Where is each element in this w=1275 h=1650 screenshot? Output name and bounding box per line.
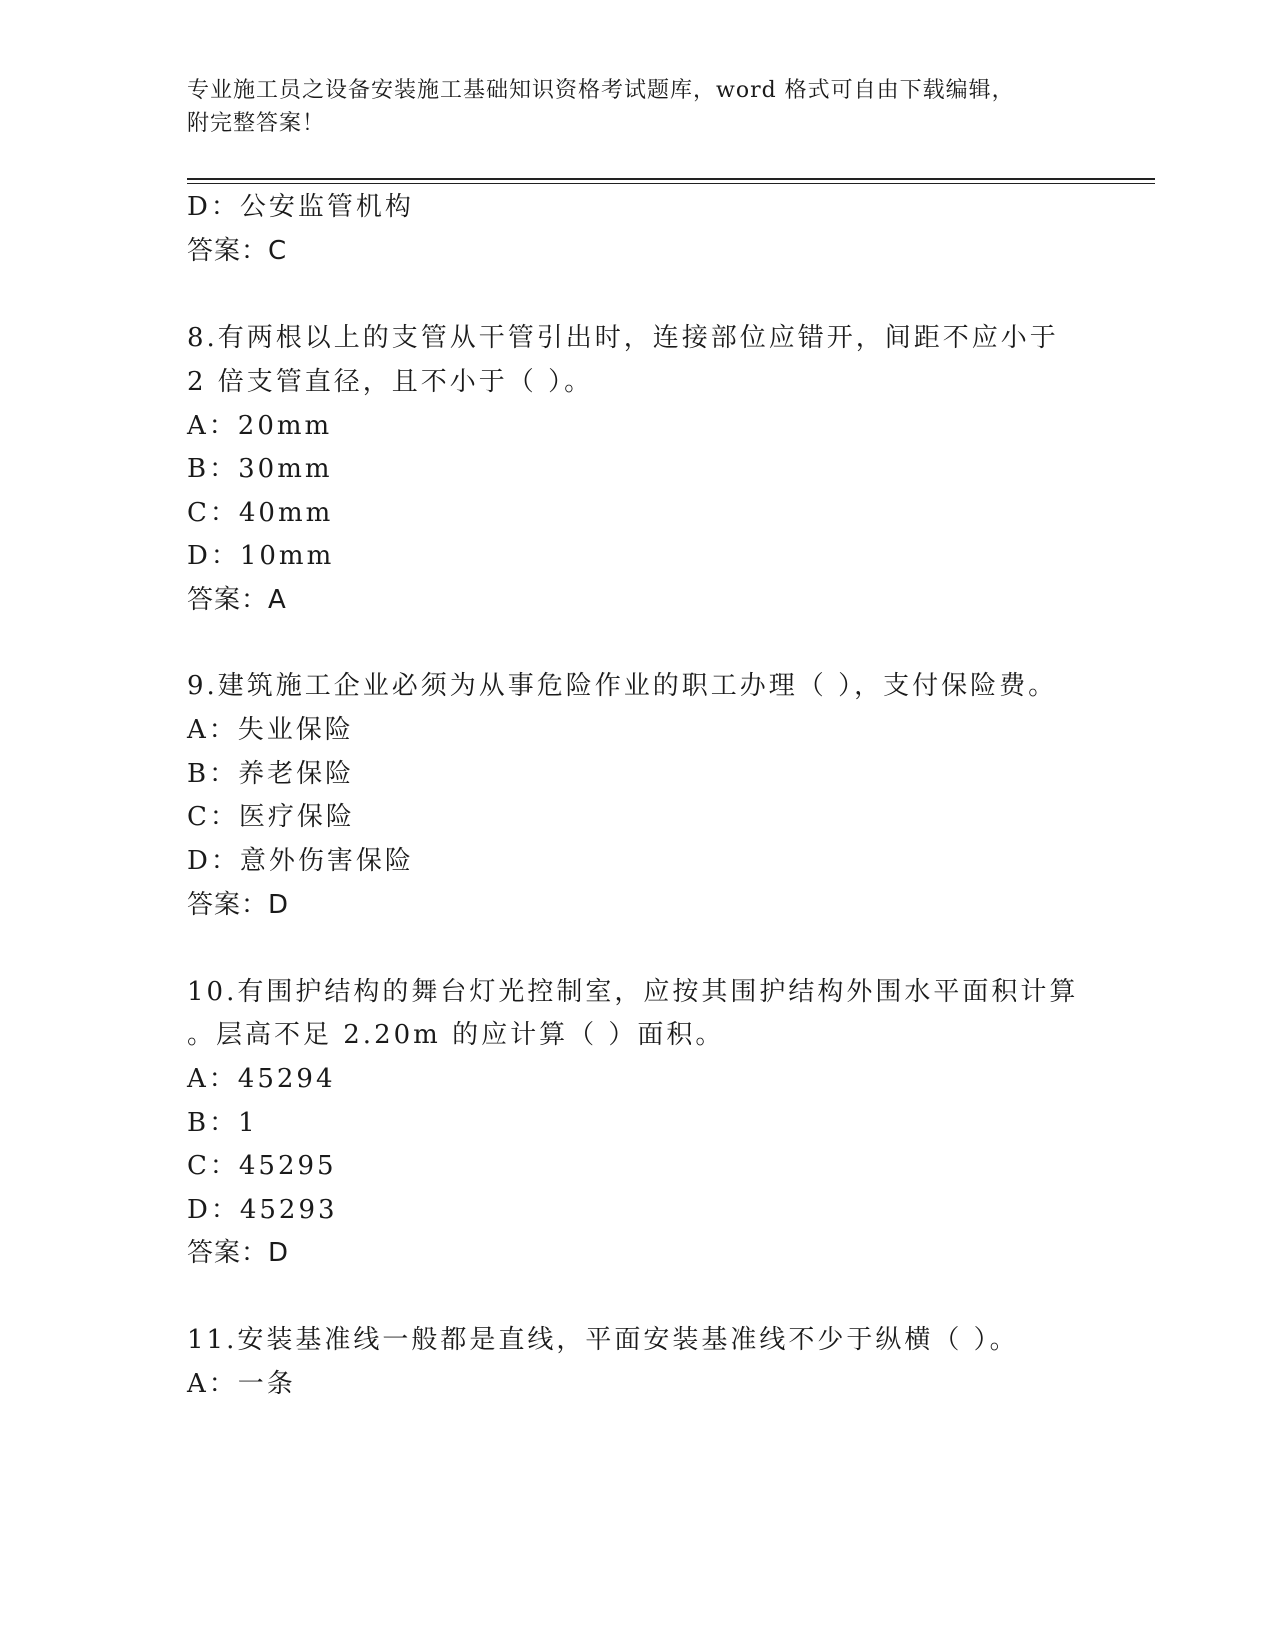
header-divider-thick [187,178,1155,180]
q11-option-a: A：一条 [187,1369,296,1399]
q9-option-c: C：医疗保险 [187,802,355,832]
q10-stem-line-1: 10.有围护结构的舞台灯光控制室，应按其围护结构外围水平面积计算 [187,977,1079,1007]
prev-answer: 答案：C [187,236,288,266]
q8-option-b: B：30mm [187,454,333,484]
header-line-1: 专业施工员之设备安装施工基础知识资格考试题库，word 格式可自由下载编辑， [187,78,1015,103]
q9-option-d: D：意外伤害保险 [187,846,414,876]
q10-answer: 答案：D [187,1238,290,1268]
document-header [187,74,1087,140]
q8-answer: 答案：A [187,585,287,615]
q9-option-b: B：养老保险 [187,759,355,789]
q8-option-a: A：20mm [187,411,333,441]
header-divider-thin [187,183,1155,184]
q10-option-b: B：1 [187,1108,258,1138]
q10-option-d: D：45293 [187,1195,338,1225]
prev-option-d: D：公安监管机构 [187,192,414,222]
header-line-2: 附完整答案！ [187,111,326,136]
q10-option-a: A：45294 [187,1064,336,1094]
q9-answer: 答案：D [187,890,290,920]
q8-stem-line-2: 2 倍支管直径，且不小于（ ）。 [187,367,594,397]
q9-option-a: A：失业保险 [187,715,354,745]
q9-stem-line-1: 9.建筑施工企业必须为从事危险作业的职工办理（ ），支付保险费。 [187,671,1058,701]
q8-stem-line-1: 8.有两根以上的支管从干管引出时，连接部位应错开，间距不应小于 [187,323,1059,353]
q10-stem-line-2: 。层高不足 2.20m 的应计算（ ）面积。 [187,1020,725,1050]
q8-option-d: D：10mm [187,541,335,571]
q10-option-c: C：45295 [187,1151,337,1181]
q11-stem-line-1: 11.安装基准线一般都是直线，平面安装基准线不少于纵横（ ）。 [187,1325,1019,1355]
q8-option-c: C：40mm [187,498,334,528]
